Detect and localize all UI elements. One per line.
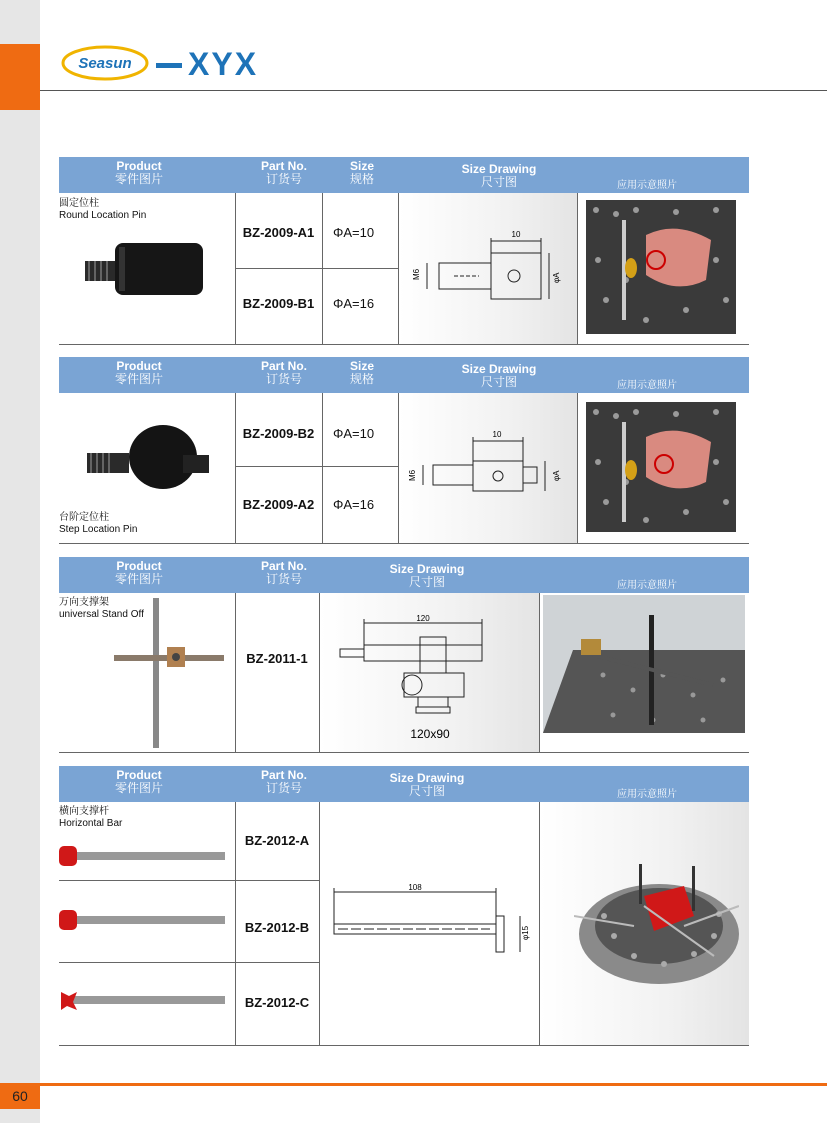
section-horizontal-bar xyxy=(59,766,749,1046)
size-value: ΦA=16 xyxy=(333,296,375,311)
product-name: 横向支撑杆 Horizontal Bar xyxy=(59,806,123,829)
header-product: Product 零件图片 xyxy=(114,159,163,186)
svg-text:φA: φA xyxy=(552,470,561,481)
application-photo xyxy=(586,200,736,334)
product-name: 万向支撑架 universal Stand Off xyxy=(59,597,144,620)
part-number: BZ-2009-A2 xyxy=(242,497,315,512)
table-header xyxy=(59,157,749,193)
header-part-no: Part No. 订货号 xyxy=(260,159,307,186)
logo-dash xyxy=(156,63,182,68)
header-size-drawing: Size Drawing 尺寸图 xyxy=(461,162,537,189)
header-photo: 应用示意照片 xyxy=(617,180,677,191)
section-round-location-pin xyxy=(59,157,749,345)
size-drawing xyxy=(320,593,539,752)
orange-tab xyxy=(0,44,40,110)
svg-text:φA: φA xyxy=(552,272,561,283)
part-number: BZ-2011-1 xyxy=(246,651,308,666)
horizontal-bar-image-c xyxy=(59,988,235,1014)
svg-text:M6: M6 xyxy=(412,268,421,280)
table-header: Product 零件图片 Part No. 订货号 Size 规格 Size Drawing 尺寸图 应用示意照片 xyxy=(59,357,749,393)
product-name: 圆定位柱 Round Location Pin xyxy=(59,198,147,221)
size-drawing xyxy=(399,393,577,543)
part-number: BZ-2009-B1 xyxy=(242,296,315,311)
left-margin-strip xyxy=(0,0,40,1123)
size-value: ΦA=10 xyxy=(333,426,375,441)
drawing-caption: 120x90 xyxy=(410,727,450,741)
round-pin-image xyxy=(79,237,209,297)
table-header: Product 零件图片 Part No. 订货号 Size Drawing 尺寸图 应用示意照片 xyxy=(59,557,749,593)
header-rule xyxy=(40,90,827,91)
svg-text:M6: M6 xyxy=(408,469,417,481)
application-photo xyxy=(586,402,736,532)
svg-text:10: 10 xyxy=(511,230,521,239)
svg-text:108: 108 xyxy=(408,883,422,892)
step-pin-image xyxy=(83,417,213,492)
part-number: BZ-2009-B2 xyxy=(242,426,315,441)
stand-off-image xyxy=(109,593,229,753)
part-number: BZ-2012-C xyxy=(244,995,310,1010)
svg-text:10: 10 xyxy=(492,430,502,439)
svg-text:φ15: φ15 xyxy=(521,925,530,940)
logo-text: Seasun xyxy=(78,55,132,72)
part-number: BZ-2012-A xyxy=(244,833,310,848)
product-name: 台阶定位柱 Step Location Pin xyxy=(59,512,138,535)
size-drawing xyxy=(399,193,577,344)
size-drawing xyxy=(320,802,539,1045)
table-header: Product 零件图片 Part No. 订货号 Size Drawing 尺寸图 应用示意照片 xyxy=(59,766,749,802)
footer-rule xyxy=(40,1083,827,1086)
horizontal-bar-image-a xyxy=(59,844,235,870)
application-photo xyxy=(574,846,739,996)
section-universal-stand-off xyxy=(59,557,749,753)
application-photo xyxy=(543,595,745,733)
size-value: ΦA=10 xyxy=(333,225,375,240)
part-number: BZ-2009-A1 xyxy=(242,225,315,240)
seasun-logo xyxy=(61,44,149,82)
part-number: BZ-2012-B xyxy=(244,920,310,935)
section-step-location-pin xyxy=(59,357,749,544)
svg-text:120: 120 xyxy=(416,614,430,623)
page-number: 60 xyxy=(12,1088,28,1104)
series-title: XYX xyxy=(188,46,259,82)
header-size: Size 规格 xyxy=(349,159,374,186)
size-value: ΦA=16 xyxy=(333,497,375,512)
horizontal-bar-image-b xyxy=(59,908,235,934)
